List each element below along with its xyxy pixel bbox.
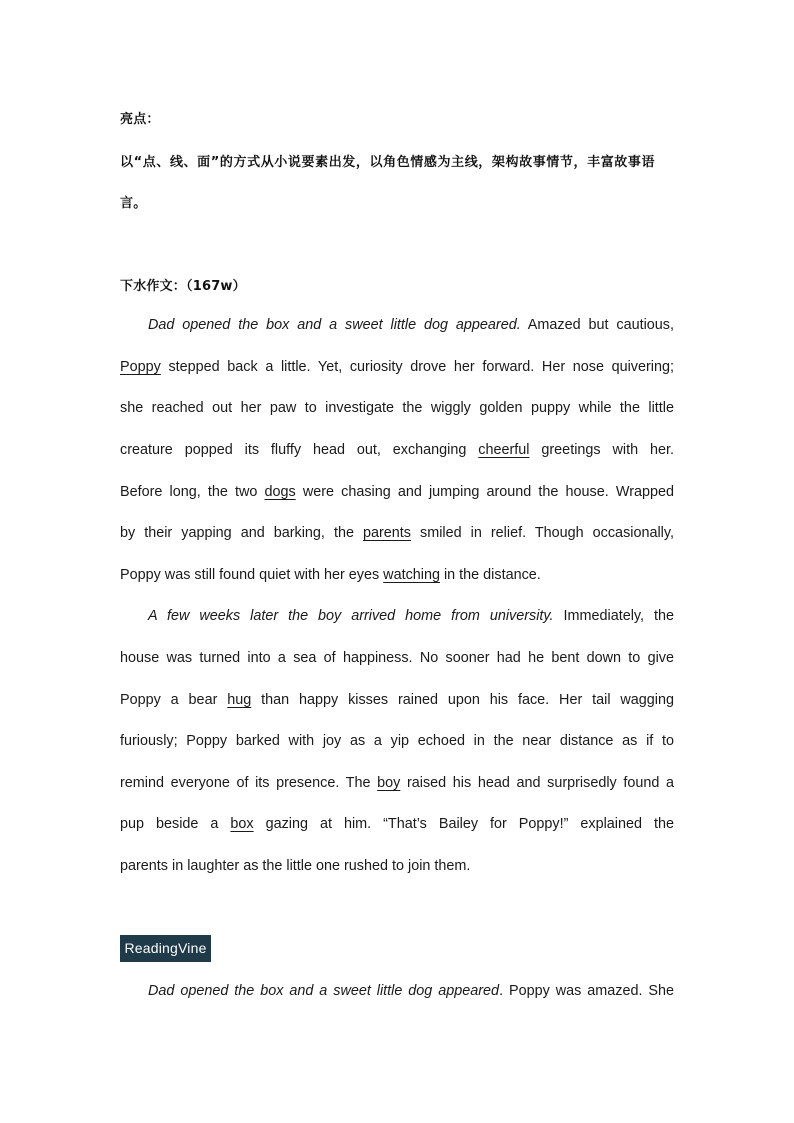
p1-line-1 [148,316,674,334]
underlined-word: parents [363,525,411,541]
p1-line-6 [120,524,674,542]
p2-line-6-pre: pup beside a [120,816,231,832]
highlight-line-1: 以“点、线、面”的方式从小说要素出发，以角色情感为主线，架构故事情节，丰富故事语 [120,155,656,170]
p2-line-5-pre: remind everyone of its presence. The [120,775,378,791]
underlined-word: dogs [264,484,296,500]
essay-heading: 下水作文：（167w） [120,279,246,294]
p1-line-6-post: smiled in relief. Though occasionally, [411,525,674,541]
p2-line-3 [120,691,674,709]
p2-line-2: house was turned into a sea of happiness. No sooner had he bent down to give [120,650,674,666]
p1-line-4 [120,441,674,459]
underlined-word: box [230,816,254,832]
p1-line-7-pre: Poppy was still found quiet with her eyes [120,567,384,583]
p2-line-3-post: than happy kisses rained upon his face. Her tail wagging [251,692,674,708]
underlined-word: watching [383,567,440,583]
p1-line-7-post: in the distance. [439,567,541,583]
p2-line-1-text: Immediately, the [553,608,674,624]
p1-line-4-pre: creature popped its fluffy head out, exchanging [120,442,479,458]
p2-line-5 [120,774,674,792]
continuation-text: . Poppy was amazed. She [499,983,674,999]
p1-line-5 [120,483,674,501]
underlined-word: hug [227,692,252,708]
p2-line-3-pre: Poppy a bear [120,692,228,708]
p1-line-1-text: Amazed but cautious, [520,317,674,333]
p1-italic-opening: Dad opened the box and a sweet little dog appeared. [148,317,521,333]
p2-line-1 [148,607,674,625]
continuation-line [148,982,674,1000]
p1-line-2 [120,358,674,376]
p1-line-6-pre: by their yapping and barking, the [120,525,363,541]
continuation-italic: Dad opened the box and a sweet little dog appeared [148,983,500,999]
p1-line-5-pre: Before long, the two [120,484,265,500]
p2-line-6-post: gazing at him. “That’s Bailey for Poppy!” explained the [253,816,674,832]
p2-line-5-post: raised his head and surprisedly found a [400,775,674,791]
p1-line-5-post: were chasing and jumping around the house. Wrapped [295,484,674,500]
readingvine-logo-badge: ReadingVine [120,935,211,962]
p2-line-7: parents in laughter as the little one rushed to join them. [120,858,471,874]
highlight-heading: 亮点： [120,112,160,127]
underlined-word: boy [377,775,401,791]
p2-italic-opening: A few weeks later the boy arrived home from university. [148,608,554,624]
p1-line-3: she reached out her paw to investigate the wiggly golden puppy while the little [120,400,674,416]
p2-line-6 [120,815,674,833]
p1-line-4-post: greetings with her. [529,442,674,458]
p2-line-4: furiously; Poppy barked with joy as a yip echoed in the near distance as if to [120,733,674,749]
p1-line-2-text: stepped back a little. Yet, curiosity drove her forward. Her nose quivering; [160,359,674,375]
underlined-word: cheerful [478,442,530,458]
underlined-word: Poppy [120,359,161,375]
highlight-line-2: 言。 [120,196,147,211]
p1-line-7 [120,566,541,584]
